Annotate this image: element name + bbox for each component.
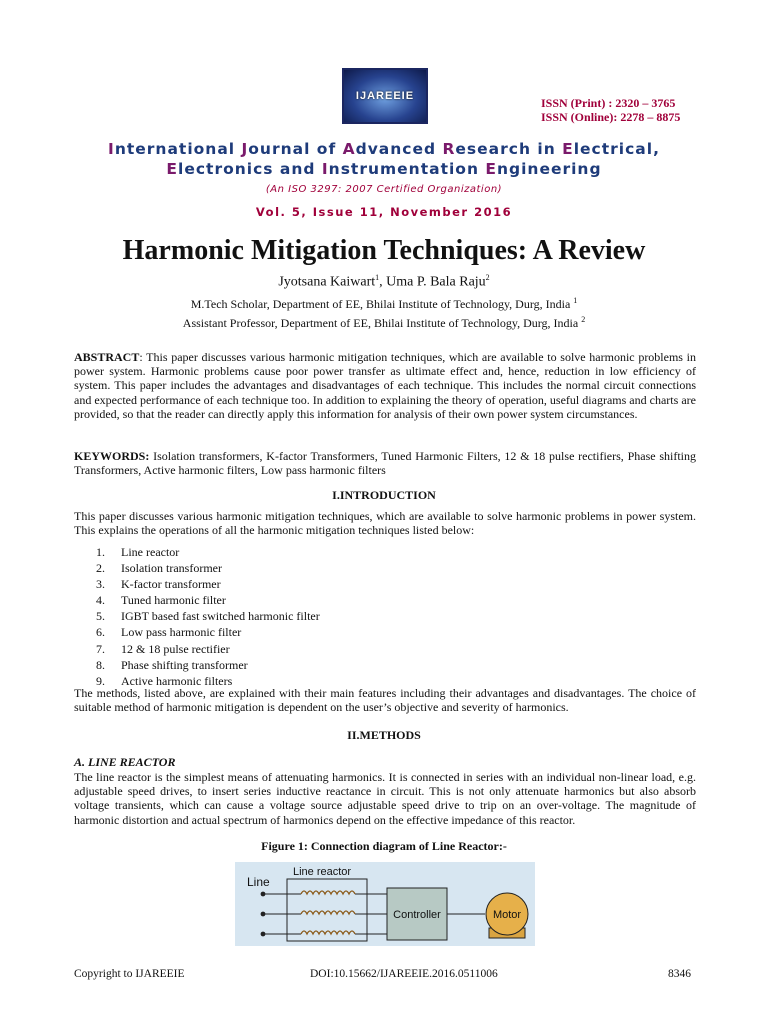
affiliation-1: M.Tech Scholar, Department of EE, Bhilai Institute of Technology, Durg, India $^1$ — [190, 296, 578, 311]
line-reactor-diagram — [235, 862, 535, 946]
paper-title: Harmonic Mitigation Techniques: A Review — [122, 235, 646, 266]
author-2: Uma P. Bala Raju — [386, 274, 486, 290]
list-item: 3. K-factor transformer — [96, 577, 221, 592]
list-item: 7. 12 & 18 pulse rectifier — [96, 641, 230, 656]
issn-print: ISSN (Print) : 2320 – 3765 — [541, 96, 676, 110]
iso-certification: (An ISO 3297: 2007 Certified Organization) — [265, 184, 503, 195]
volume-issue: Vol. 5, Issue 11, November 2016 — [255, 205, 513, 219]
list-item: 6. Low pass harmonic filter — [96, 625, 242, 640]
issn-online: ISSN (Online): 2278 – 8875 — [541, 110, 681, 124]
journal-logo — [342, 68, 428, 124]
keywords — [74, 449, 696, 477]
intro-closing-paragraph: The methods, listed above, are explained with their main features including their advantages and disadvantages. The choice of suitable method of harmonic mitigation is dependent on the user’s objective and severity of harmonics. — [74, 686, 696, 715]
section-heading-introduction: I.INTRODUCTION — [332, 488, 436, 502]
controller-label: Controller — [393, 909, 441, 921]
list-item: 4. Tuned harmonic filter — [96, 593, 226, 608]
list-item: 2. Isolation transformer — [96, 561, 222, 576]
list-item: 5. IGBT based fast switched harmonic filter — [96, 609, 320, 624]
motor-label: Motor — [492, 909, 522, 921]
affiliation-2: Assistant Professor, Department of EE, Bhilai Institute of Technology, Durg, India $^2$ — [182, 315, 586, 330]
techniques-list — [96, 544, 320, 689]
subsection-heading-line-reactor: A. LINE REACTOR — [74, 755, 176, 769]
list-item: 1. Line reactor — [96, 545, 180, 559]
keywords-text: Isolation transformers, K-factor Transformers, Tuned Harmonic Filters, 12 & 18 pulse rectifiers, Phase shifting Transformers, Active harmonic filters, Low pass harmonic filters — [74, 449, 696, 478]
author-1: Jyotsana Kaiwart — [278, 274, 376, 290]
figure-caption: Figure 1: Connection diagram of Line Reactor:- — [261, 839, 507, 853]
authors: Jyotsana Kaiwart$^1$, Uma P. Bala Raju$^2$ — [278, 273, 490, 290]
logo-text: IJAREEIE — [355, 90, 415, 102]
section-heading-methods: II.METHODS — [347, 728, 421, 742]
journal-name-line2: Electronics and Instrumentation Engineering — [166, 160, 602, 178]
abstract-text: : This paper discusses various harmonic mitigation techniques, which are available to solve harmonic problems in power system. Harmonic problems cause poor power transfer as ultimate effect and, hence, reduction in low efficiency of system. This paper includes the advantages and disadvantages of each technique. This includes the normal circuit connections and expected performance of each technique too. In addition to explaining the theory of operation, useful diagrams and charts are provided, so that the reader can directly apply this information for analysis of their own power system circumstances. — [74, 350, 696, 421]
line-reactor-paragraph: The line reactor is the simplest means of attenuating harmonics. It is connected in series with an individual non-linear load, e.g. adjustable speed drives, to insert series inductive reactance in circuit. This is not only attenuate harmonics but also absorb voltage transients, which can cause a voltage source adjustable speed drive to trip on an over-voltage. The magnitude of harmonic distortion and actual spectrum of harmonics depend on the effective impedance of this reactor. — [74, 770, 696, 827]
list-item: 9. Active harmonic filters — [96, 673, 233, 688]
abstract-label: ABSTRACT — [74, 350, 140, 364]
footer-copyright: Copyright to IJAREEIE — [74, 968, 185, 980]
journal-name-line1: International Journal of Advanced Research in Electrical, — [108, 140, 660, 158]
footer-doi: DOI:10.15662/IJAREEIE.2016.0511006 — [310, 968, 498, 980]
keywords-label: KEYWORDS: — [74, 449, 150, 463]
abstract — [74, 350, 696, 421]
reactor-label: Line reactor — [293, 866, 352, 878]
intro-paragraph: This paper discusses various harmonic mitigation techniques, which are available to solve harmonic problems in power system. This explains the operations of all the harmonic mitigation techniques listed below: — [74, 509, 696, 538]
list-item: 8. Phase shifting transformer — [96, 657, 248, 672]
line-label: Line — [247, 875, 270, 889]
footer-page-number: 8346 — [668, 968, 691, 980]
